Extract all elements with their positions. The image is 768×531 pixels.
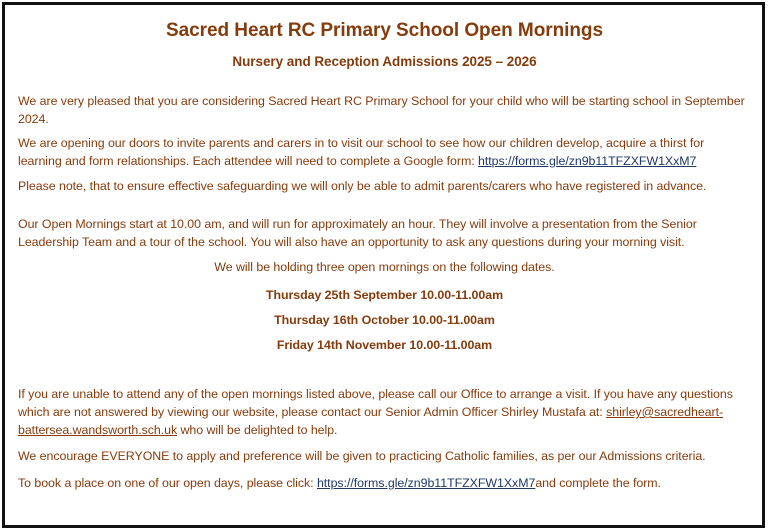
intro-paragraph: We are very pleased that you are considering Sacred Heart RC Primary School for your child who will be starting school in September 2024.: [18, 94, 745, 126]
details-paragraph: Our Open Mornings start at 10.00 am, and will run for approximately an hour. They will involve a presentation from the Senior Leadership Team and a tour of the school. You will also have an opportunity to ask any questions during your morning visit.: [18, 217, 697, 249]
contact-paragraph: [18, 385, 751, 439]
booking-suffix: and complete the form.: [535, 476, 661, 490]
date-item-1: Thursday 25th September 10.00-11.00am: [265, 288, 504, 302]
booking-text: To book a place on one of our open days, please click:: [18, 476, 317, 490]
contact-text: If you are unable to attend any of the open mornings listed above, please call our Office to arrange a visit. If you have any questions which are not answered by viewing our website, please contact our Senior Admin Officer Shirley Mustafa at:: [18, 387, 733, 419]
contact-email-link[interactable]: shirley@sacredheart-battersea.wandsworth.sch.uk: [18, 405, 724, 437]
document-frame: [2, 2, 765, 528]
opening-paragraph: [18, 134, 751, 170]
safeguarding-paragraph: Please note, that to ensure effective safeguarding we will only be able to admit parents/carers who have registered in advance.: [18, 179, 707, 193]
booking-form-link[interactable]: https://forms.gle/zn9b11TFZXFW1XxM7: [316, 476, 536, 490]
contact-suffix: who will be delighted to help.: [177, 423, 338, 437]
encourage-paragraph: We encourage EVERYONE to apply and preference will be given to practicing Catholic families, as per our Admissions criteria.: [18, 449, 706, 463]
page-subtitle: Nursery and Reception Admissions 2025 – 2026: [232, 54, 537, 69]
dates-intro: We will be holding three open mornings on the following dates.: [214, 260, 555, 274]
google-form-link[interactable]: https://forms.gle/zn9b11TFZXFW1XxM7: [478, 154, 697, 168]
page-title: Sacred Heart RC Primary School Open Mornings: [165, 20, 604, 41]
opening-text: We are opening our doors to invite parents and carers in to visit our school to see how our children develop, acquire a thirst for learning and form relationships. Each attendee will need to complete a Google form:: [18, 136, 705, 168]
date-item-2: Thursday 16th October 10.00-11.00am: [274, 313, 495, 327]
booking-paragraph: [18, 474, 751, 492]
date-item-3: Friday 14th November 10.00-11.00am: [276, 338, 493, 352]
